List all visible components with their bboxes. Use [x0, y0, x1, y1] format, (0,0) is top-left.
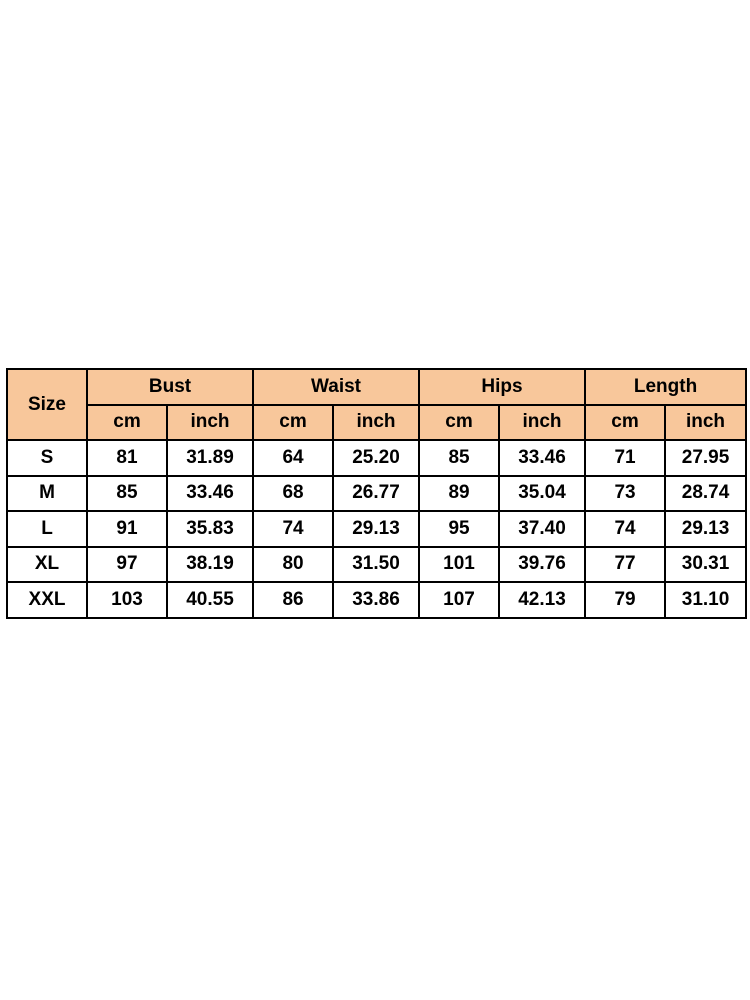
size-header: Size — [7, 369, 87, 440]
table-cell: 107 — [419, 582, 499, 618]
table-cell: 103 — [87, 582, 167, 618]
table-cell: 37.40 — [499, 511, 585, 547]
table-cell: 38.19 — [167, 547, 253, 583]
table-cell: 25.20 — [333, 440, 419, 476]
table-cell: 33.46 — [499, 440, 585, 476]
table-cell: 77 — [585, 547, 665, 583]
table-row — [7, 582, 746, 618]
unit-header: cm — [253, 405, 333, 441]
table-cell: 40.55 — [167, 582, 253, 618]
table-cell: 29.13 — [665, 511, 746, 547]
hips-header: Hips — [419, 369, 585, 405]
table-cell: 85 — [419, 440, 499, 476]
table-cell: 97 — [87, 547, 167, 583]
table-body — [7, 440, 746, 618]
size-cell: S — [7, 440, 87, 476]
table-cell: 64 — [253, 440, 333, 476]
table-cell: 39.76 — [499, 547, 585, 583]
table-cell: 74 — [585, 511, 665, 547]
unit-header: inch — [499, 405, 585, 441]
table-cell: 27.95 — [665, 440, 746, 476]
table-cell: 31.89 — [167, 440, 253, 476]
unit-header: cm — [87, 405, 167, 441]
table-cell: 91 — [87, 511, 167, 547]
table-cell: 95 — [419, 511, 499, 547]
table-cell: 26.77 — [333, 476, 419, 512]
table-cell: 71 — [585, 440, 665, 476]
table-cell: 85 — [87, 476, 167, 512]
bust-header: Bust — [87, 369, 253, 405]
header-row-groups — [7, 369, 746, 405]
table-cell: 42.13 — [499, 582, 585, 618]
size-cell: L — [7, 511, 87, 547]
table-cell: 73 — [585, 476, 665, 512]
waist-header: Waist — [253, 369, 419, 405]
unit-header: cm — [585, 405, 665, 441]
table-cell: 74 — [253, 511, 333, 547]
table-cell: 35.04 — [499, 476, 585, 512]
unit-header: cm — [419, 405, 499, 441]
size-cell: M — [7, 476, 87, 512]
header-row-units — [7, 405, 746, 441]
table-cell: 33.86 — [333, 582, 419, 618]
table-cell: 81 — [87, 440, 167, 476]
table-cell: 35.83 — [167, 511, 253, 547]
length-header: Length — [585, 369, 746, 405]
unit-header: inch — [665, 405, 746, 441]
unit-header: inch — [333, 405, 419, 441]
size-cell: XXL — [7, 582, 87, 618]
table-cell: 86 — [253, 582, 333, 618]
table-cell: 29.13 — [333, 511, 419, 547]
table-cell: 33.46 — [167, 476, 253, 512]
unit-header: inch — [167, 405, 253, 441]
table-cell: 68 — [253, 476, 333, 512]
table-cell: 31.50 — [333, 547, 419, 583]
table-header — [7, 369, 746, 440]
table-row — [7, 440, 746, 476]
table-row — [7, 511, 746, 547]
table-cell: 89 — [419, 476, 499, 512]
size-cell: XL — [7, 547, 87, 583]
size-chart-table — [6, 368, 747, 619]
table-cell: 30.31 — [665, 547, 746, 583]
table-cell: 28.74 — [665, 476, 746, 512]
table-cell: 80 — [253, 547, 333, 583]
table-row — [7, 547, 746, 583]
table-cell: 31.10 — [665, 582, 746, 618]
table-cell: 79 — [585, 582, 665, 618]
table-row — [7, 476, 746, 512]
table-cell: 101 — [419, 547, 499, 583]
